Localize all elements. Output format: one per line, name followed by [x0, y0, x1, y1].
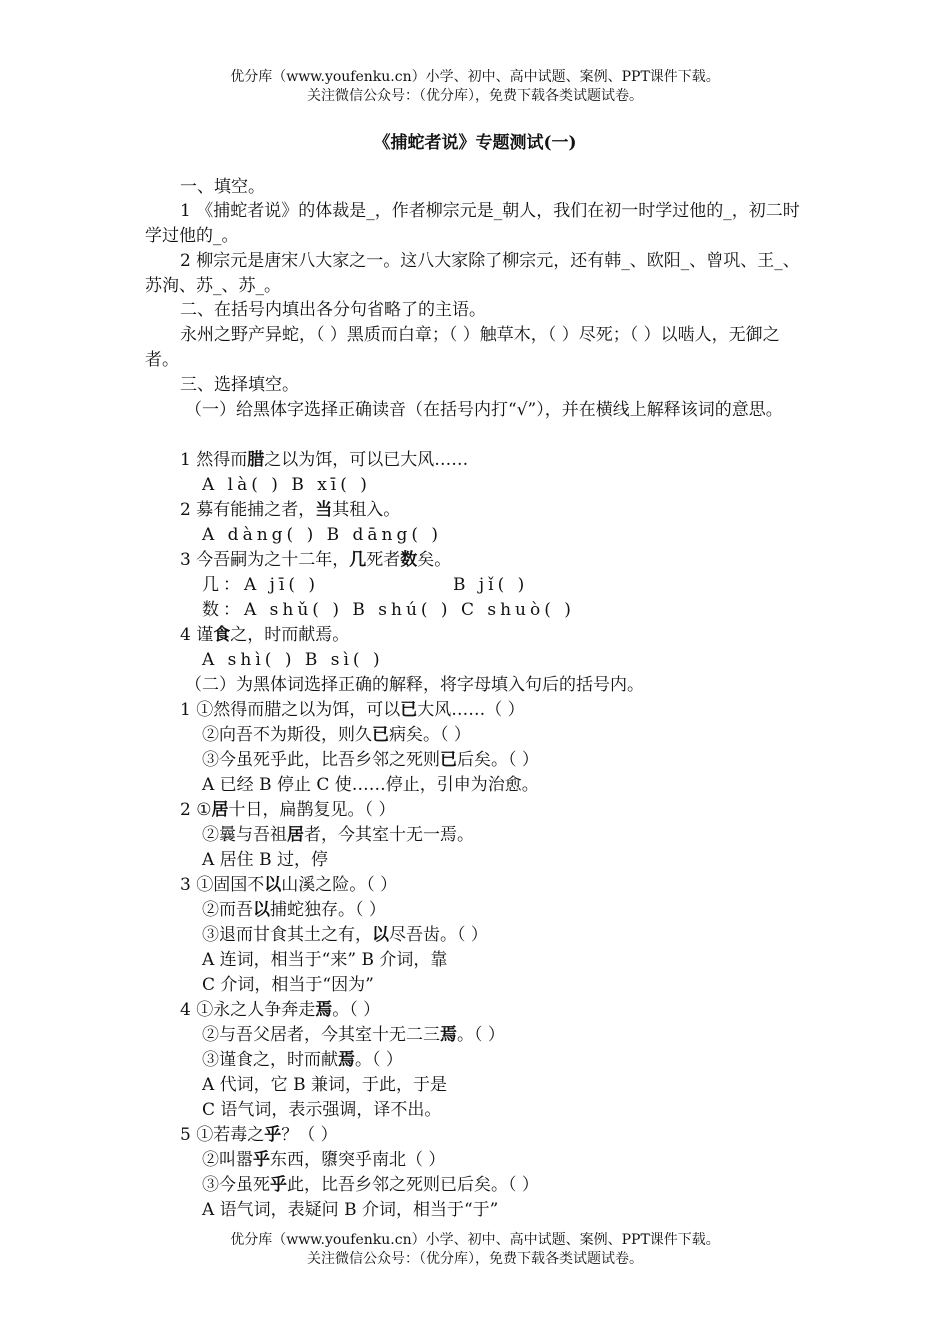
g5-item-c: ③今虽死乎此，比吾乡邻之死则已后矣。（ ）: [202, 1175, 539, 1195]
g5-item-a: 5 ①若毒之乎？（ ）: [180, 1125, 338, 1145]
g4-item-a: 4 ①永之人争奔走焉。（ ）: [180, 1000, 381, 1020]
g4-options-1: A 代词，它 B 兼词，于此，于是: [202, 1075, 447, 1095]
g3-item-a: 3 ①固国不以山溪之险。（ ）: [180, 875, 398, 895]
p1-question-1: 1 然得而腊之以为饵，可以已大风……: [180, 450, 469, 470]
p1-question-3-options-shu: 数：A shǔ( ) B shú( ) C shuò( ): [202, 600, 575, 620]
section-2-text: 永州之野产异蛇，（ ）黑质而白章；（ ）触草木，（ ）尽死；（ ）以啮人，无御之者。: [145, 325, 780, 370]
part-2-intro: （二）为黑体词选择正确的解释，将字母填入句后的括号内。: [185, 675, 644, 695]
question-1-1: 1 《捕蛇者说》的体裁是_，作者柳宗元是_朝人，我们在初一时学过他的_，初二时学过他的_。: [145, 201, 800, 246]
p1-question-2: 2 募有能捕之者，当其租入。: [180, 500, 401, 520]
g3-options-1: A 连词，相当于“来” B 介词，靠: [202, 950, 448, 970]
g4-options-2: C 语气词，表示强调，译不出。: [202, 1100, 442, 1120]
p1-question-1-options: A là( ) B xī( ): [202, 475, 371, 495]
g2-item-b: ②曩与吾祖居者，今其室十无一焉。: [202, 825, 474, 845]
g2-options: A 居住 B 过，停: [202, 850, 328, 870]
footer-line-2: 关注微信公众号：（优分库），免费下载各类试题试卷。: [307, 1251, 643, 1267]
g1-options: A 已经 B 停止 C 使……停止，引申为治愈。: [202, 775, 539, 795]
footer-line-1: 优分库（www.youfenku.cn）小学、初中、高中试题、案例、PPT课件下载。: [230, 1232, 720, 1248]
page-title: 《捕蛇者说》专题测试(一): [373, 133, 577, 153]
g4-item-c: ③谨食之，时而献焉。（ ）: [202, 1050, 403, 1070]
g1-item-b: ②向吾不为斯役，则久已病矣。（ ）: [202, 725, 471, 745]
section-2-heading: 二、在括号内填出各分句省略了的主语。: [180, 300, 486, 320]
p1-question-3-options-ji-b: B jǐ( ): [453, 575, 529, 595]
g3-item-b: ②而吾以捕蛇独存。（ ）: [202, 900, 386, 920]
g1-item-a: 1 ①然得而腊之以为饵，可以已大风……（ ）: [180, 700, 525, 720]
section-1-heading: 一、填空。: [180, 177, 265, 197]
part-1-intro: （一）给黑体字选择正确读音（在括号内打“√”），并在横线上解释该词的意思。: [185, 400, 783, 420]
p1-question-3-options-ji-a: 几：A jī( ): [202, 575, 320, 595]
question-1-2: 2 柳宗元是唐宋八大家之一。这八大家除了柳宗元，还有韩_、欧阳_、曾巩、王_、苏洵、苏_、苏_。: [145, 251, 800, 296]
g2-item-a: 2 ①居十日，扁鹊复见。（ ）: [180, 800, 396, 820]
g4-item-b: ②与吾父居者，今其室十无二三焉。（ ）: [202, 1025, 505, 1045]
header-line-1: 优分库（www.youfenku.cn）小学、初中、高中试题、案例、PPT课件下载。: [230, 69, 720, 85]
section-3-heading: 三、选择填空。: [180, 375, 299, 395]
p1-question-3: 3 今吾嗣为之十二年，几死者数矣。: [180, 550, 452, 570]
p1-question-4: 4 谨食之，时而献焉。: [180, 625, 350, 645]
g5-options: A 语气词，表疑问 B 介词，相当于“于”: [202, 1200, 499, 1220]
g3-options-2: C 介词，相当于“因为”: [202, 975, 374, 995]
g1-item-c: ③今虽死乎此，比吾乡邻之死则已后矣。（ ）: [202, 750, 539, 770]
g3-item-c: ③退而甘食其土之有，以尽吾齿。（ ）: [202, 925, 488, 945]
g5-item-b: ②叫嚣乎东西，隳突乎南北（ ）: [202, 1150, 446, 1170]
p1-question-2-options: A dàng( ) B dāng( ): [202, 525, 443, 545]
header-line-2: 关注微信公众号：（优分库），免费下载各类试题试卷。: [307, 88, 643, 104]
p1-question-4-options: A shì( ) B sì( ): [202, 650, 384, 670]
